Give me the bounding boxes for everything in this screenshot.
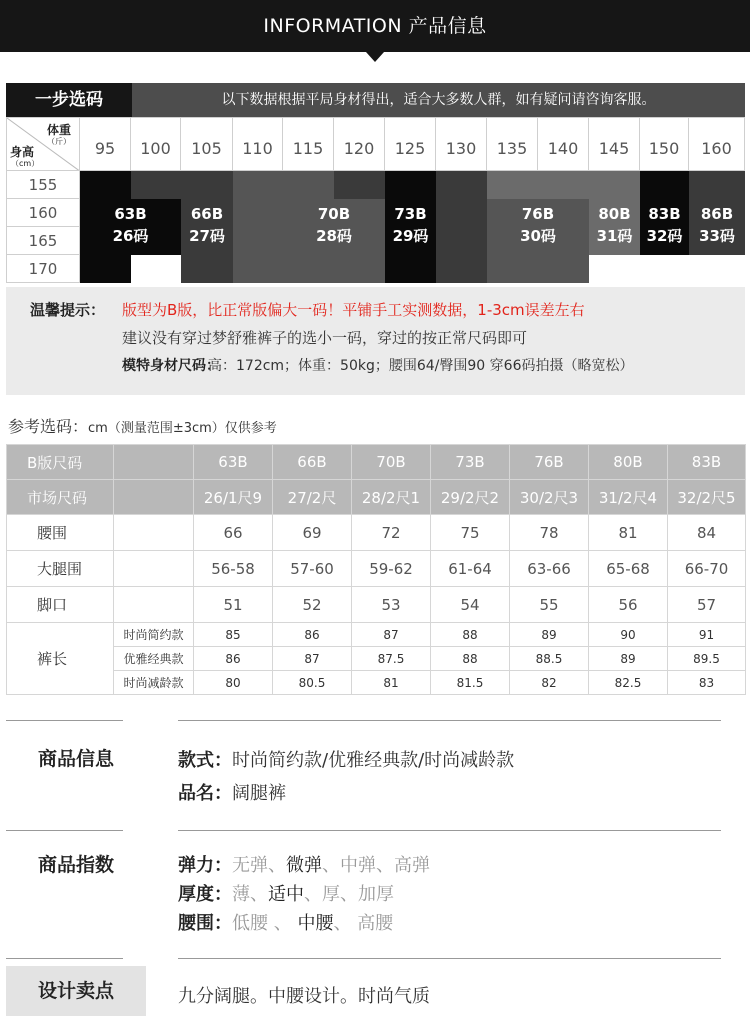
- index-waist: 腰围：低腰 、 中腰、 高腰: [178, 913, 394, 934]
- index-option: 微弹: [286, 855, 322, 876]
- size-label-b: 76B: [521, 205, 555, 223]
- reference-table: [6, 444, 746, 695]
- weight-header-cell: 160: [689, 117, 745, 171]
- table-cell: 59-62: [352, 551, 431, 587]
- table-cell: 57-60: [273, 551, 352, 587]
- size-label-market: 27码: [189, 227, 225, 245]
- table-cell: 87: [352, 623, 431, 647]
- tips-model-label: 模特身材尺码：: [122, 358, 220, 374]
- index-option: 高弹: [394, 855, 430, 876]
- row-label: 市场尺码: [7, 480, 114, 515]
- row-label: B版尺码: [7, 445, 114, 480]
- table-cell: 27/2尺: [273, 480, 352, 515]
- size-label-market: 33码: [699, 227, 735, 245]
- table-cell: 53: [352, 587, 431, 623]
- corner-height-unit: （cm）: [11, 159, 40, 168]
- table-cell: 81.5: [431, 671, 510, 695]
- table-cell: [114, 551, 194, 587]
- weight-header-cell: 95: [80, 117, 131, 171]
- index-option: 高腰: [357, 913, 394, 934]
- size-label-b: 66B: [190, 205, 224, 223]
- table-cell: 87.5: [352, 647, 431, 671]
- table-cell: 70B: [352, 445, 431, 480]
- table-cell: 66: [194, 515, 273, 551]
- size-block: [233, 171, 283, 283]
- table-cell: 66B: [273, 445, 352, 480]
- size-block: [334, 171, 385, 199]
- size-block: [436, 171, 487, 283]
- weight-header-cell: 100: [131, 117, 181, 171]
- section-header: [0, 0, 750, 52]
- product-style: 款式：时尚简约款/优雅经典款/时尚减龄款: [178, 750, 515, 771]
- size-label-market: 28码: [316, 227, 352, 245]
- divider: [178, 830, 721, 831]
- table-cell: 72: [352, 515, 431, 551]
- table-row: [7, 480, 746, 515]
- table-cell: 63B: [194, 445, 273, 480]
- index-option: 、: [333, 913, 358, 934]
- table-cell: 75: [431, 515, 510, 551]
- tips-model-info: 高：172cm；体重：50kg；腰围64/臀围90 穿66码拍摄（略宽松）: [208, 358, 634, 374]
- size-label: [283, 203, 385, 247]
- size-label-market: 26码: [112, 227, 149, 245]
- height-row-cell: 165: [6, 227, 80, 255]
- product-index-label: 商品指数: [38, 854, 115, 876]
- tips-heading: 温馨提示：: [30, 301, 106, 319]
- index-option: 、: [304, 884, 322, 905]
- weight-header-cell: 125: [385, 117, 436, 171]
- table-cell: [114, 515, 194, 551]
- table-cell: 90: [589, 623, 668, 647]
- divider: [6, 720, 123, 721]
- index-option: 适中: [268, 884, 304, 905]
- table-cell: 73B: [431, 445, 510, 480]
- size-block: [487, 171, 589, 199]
- table-cell: 89: [589, 647, 668, 671]
- table-cell: 81: [589, 515, 668, 551]
- table-row: [7, 671, 746, 695]
- weight-header-cell: 105: [181, 117, 233, 171]
- size-label: [181, 203, 233, 247]
- table-cell: 28/2尺1: [352, 480, 431, 515]
- table-cell: 86: [194, 647, 273, 671]
- index-option: 中弹: [340, 855, 376, 876]
- table-cell: 69: [273, 515, 352, 551]
- table-cell: 31/2尺4: [589, 480, 668, 515]
- weight-header-cell: 145: [589, 117, 640, 171]
- index-option: 厚: [322, 884, 340, 905]
- table-cell: 85: [194, 623, 273, 647]
- size-label: [80, 203, 181, 247]
- index-option: 、: [340, 884, 358, 905]
- tips-line-2: 建议没有穿过梦舒雅裤子的选小一码，穿过的按正常尺码即可: [122, 329, 528, 347]
- divider: [178, 720, 721, 721]
- size-chart-title: 一步选码: [6, 83, 132, 117]
- weight-header-cell: 130: [436, 117, 487, 171]
- size-label-b: 70B: [317, 205, 351, 223]
- row-label: 腰围: [7, 515, 114, 551]
- size-label-market: 32码: [646, 227, 683, 245]
- table-cell: 80: [194, 671, 273, 695]
- table-cell: 55: [510, 587, 589, 623]
- size-label: [385, 203, 436, 247]
- tips-line-1: 版型为B版，比正常版偏大一码！平铺手工实测数据，1-3cm误差左右: [122, 301, 585, 319]
- table-cell: 51: [194, 587, 273, 623]
- table-cell: 65-68: [589, 551, 668, 587]
- size-label-market: 31码: [596, 227, 633, 245]
- table-cell: 82.5: [589, 671, 668, 695]
- table-cell: 86: [273, 623, 352, 647]
- table-cell: [114, 587, 194, 623]
- divider: [6, 958, 123, 959]
- size-label-market: 29码: [392, 227, 429, 245]
- index-option: 中腰: [297, 913, 334, 934]
- header-title: INFORMATION 产品信息: [263, 15, 487, 37]
- table-cell: 56-58: [194, 551, 273, 587]
- corner-cell: [6, 117, 80, 171]
- table-row: [7, 551, 746, 587]
- product-info-label: 商品信息: [38, 748, 115, 770]
- size-label-b: 63B: [114, 205, 147, 223]
- table-cell: 80B: [589, 445, 668, 480]
- reference-subtitle: cm（测量范围±3cm）仅供参考: [88, 421, 277, 436]
- index-option: 低腰: [232, 913, 268, 934]
- index-option: 、: [376, 855, 394, 876]
- table-cell: 87: [273, 647, 352, 671]
- size-label: [689, 203, 745, 247]
- table-cell: 76B: [510, 445, 589, 480]
- weight-header-cell: 115: [283, 117, 334, 171]
- table-cell: [114, 445, 194, 480]
- tips-panel: [6, 287, 745, 395]
- table-cell: 80.5: [273, 671, 352, 695]
- divider: [6, 830, 123, 831]
- table-cell: 88.5: [510, 647, 589, 671]
- table-cell: 32/2尺5: [668, 480, 746, 515]
- size-chart-note: 以下数据根据平局身材得出，适合大多数人群，如有疑问请咨询客服。: [221, 92, 656, 108]
- size-label-market: 30码: [520, 227, 556, 245]
- index-option: 、: [322, 855, 340, 876]
- table-row: [7, 623, 746, 647]
- table-cell: 56: [589, 587, 668, 623]
- table-row: [7, 647, 746, 671]
- table-cell: 91: [668, 623, 746, 647]
- size-chart-bar: [6, 83, 745, 117]
- size-label-b: 86B: [700, 205, 734, 223]
- weight-header-cell: 135: [487, 117, 538, 171]
- table-cell: 52: [273, 587, 352, 623]
- table-cell: 78: [510, 515, 589, 551]
- selling-point-text: 九分阔腿。中腰设计。时尚气质: [178, 986, 430, 1007]
- index-option: 、: [268, 855, 286, 876]
- index-thickness: 厚度：薄、适中、厚、加厚: [178, 884, 394, 905]
- corner-height: 身高: [10, 145, 35, 159]
- table-cell: 83: [668, 671, 746, 695]
- table-cell: [114, 480, 194, 515]
- weight-header-cell: 140: [538, 117, 589, 171]
- index-elastic: 弹力：无弹、微弹、中弹、高弹: [178, 855, 430, 876]
- table-cell: 84: [668, 515, 746, 551]
- index-option: 、: [268, 913, 298, 934]
- corner-weight-unit: （斤）: [47, 137, 71, 146]
- height-row-cell: 155: [6, 171, 80, 199]
- weight-header-cell: 120: [334, 117, 385, 171]
- size-label-b: 73B: [394, 205, 427, 223]
- reference-title-main: 参考选码：: [8, 417, 89, 436]
- table-cell: 61-64: [431, 551, 510, 587]
- weight-header-cell: 150: [640, 117, 689, 171]
- table-cell: 66-70: [668, 551, 746, 587]
- selling-point-label: 设计卖点: [6, 966, 146, 1016]
- table-cell: 81: [352, 671, 431, 695]
- row-label: 裤长: [7, 623, 114, 695]
- index-option: 薄: [232, 884, 250, 905]
- table-cell: 54: [431, 587, 510, 623]
- index-option: 、: [250, 884, 268, 905]
- table-cell: 83B: [668, 445, 746, 480]
- product-name: 品名：阔腿裤: [178, 783, 286, 804]
- size-label: [640, 203, 689, 247]
- height-row-cell: 160: [6, 199, 80, 227]
- reference-title: [8, 414, 277, 437]
- table-cell: 88: [431, 623, 510, 647]
- row-label: 大腿围: [7, 551, 114, 587]
- height-row-cell: 170: [6, 255, 80, 283]
- table-row: [7, 587, 746, 623]
- table-cell: 26/1尺9: [194, 480, 273, 515]
- size-label-b: 80B: [598, 205, 631, 223]
- sub-row-label: 时尚简约款: [114, 623, 194, 647]
- size-block: [131, 171, 233, 199]
- index-option: 加厚: [358, 884, 394, 905]
- table-cell: 89.5: [668, 647, 746, 671]
- table-cell: 88: [431, 647, 510, 671]
- divider: [178, 958, 721, 959]
- weight-header-cell: 110: [233, 117, 283, 171]
- table-cell: 57: [668, 587, 746, 623]
- size-label: [487, 203, 589, 247]
- table-cell: 82: [510, 671, 589, 695]
- table-cell: 30/2尺3: [510, 480, 589, 515]
- header-arrow-icon: [366, 52, 384, 62]
- table-row: [7, 445, 746, 480]
- size-block: [283, 171, 334, 199]
- size-label-b: 83B: [648, 205, 681, 223]
- table-row: [7, 515, 746, 551]
- table-cell: 29/2尺2: [431, 480, 510, 515]
- sub-row-label: 优雅经典款: [114, 647, 194, 671]
- sub-row-label: 时尚减龄款: [114, 671, 194, 695]
- corner-weight: 体重: [46, 123, 71, 137]
- table-cell: 63-66: [510, 551, 589, 587]
- row-label: 脚口: [7, 587, 114, 623]
- size-label: [589, 203, 640, 247]
- index-option: 无弹: [232, 855, 268, 876]
- table-cell: 89: [510, 623, 589, 647]
